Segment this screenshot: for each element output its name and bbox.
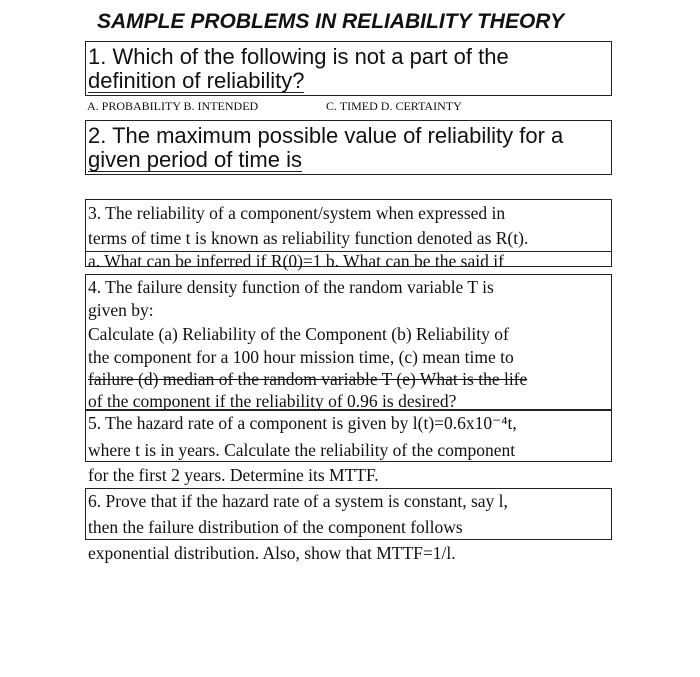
- question-1-options-c-d: C. TIMED D. CERTAINTY: [326, 99, 462, 113]
- question-1-line-1: 1. Which of the following is not a part of the: [88, 44, 509, 69]
- question-4-line-5: failure (d) median of the random variable T (e) What is the life: [88, 369, 528, 389]
- question-4-line-6: of the component if the reliability of 0.96 is desired?: [88, 391, 457, 410]
- question-4-line-3: Calculate (a) Reliability of the Component (b) Reliability of: [88, 324, 509, 344]
- question-4-line-1: 4. The failure density function of the random variable T is: [88, 277, 494, 297]
- question-5-line-2: where t is in years. Calculate the reliability of the component: [88, 440, 516, 460]
- question-5-line-1: 5. The hazard rate of a component is given by l(t)=0.6x10⁻⁴t,: [88, 413, 517, 433]
- question-4-line-2: given by:: [88, 300, 154, 320]
- question-1-line-2: definition of reliability?: [88, 68, 305, 93]
- question-2-line-2: given period of time is: [88, 147, 302, 172]
- question-1-options-a-b: A. PROBABILITY B. INTENDED: [87, 99, 259, 113]
- question-6-line-1: 6. Prove that if the hazard rate of a system is constant, say l,: [88, 491, 508, 511]
- question-2-line-1: 2. The maximum possible value of reliability for a: [88, 123, 564, 148]
- question-6-line-3: exponential distribution. Also, show that MTTF=1/l.: [88, 543, 456, 563]
- page-title: SAMPLE PROBLEMS IN RELIABILITY THEORY: [97, 10, 565, 33]
- question-3-line-1: 3. The reliability of a component/system when expressed in: [88, 203, 506, 223]
- question-3-divider: [85, 251, 612, 252]
- question-6-line-2: then the failure distribution of the component follows: [88, 517, 463, 537]
- question-3-line-3: a. What can be inferred if R(0)=1 b. What can be the said if: [88, 251, 504, 271]
- question-4-line-4: the component for a 100 hour mission time, (c) mean time to: [88, 347, 514, 367]
- question-5-line-3: for the first 2 years. Determine its MTTF.: [88, 465, 379, 485]
- question-3-line-2: terms of time t is known as reliability function denoted as R(t).: [88, 228, 529, 248]
